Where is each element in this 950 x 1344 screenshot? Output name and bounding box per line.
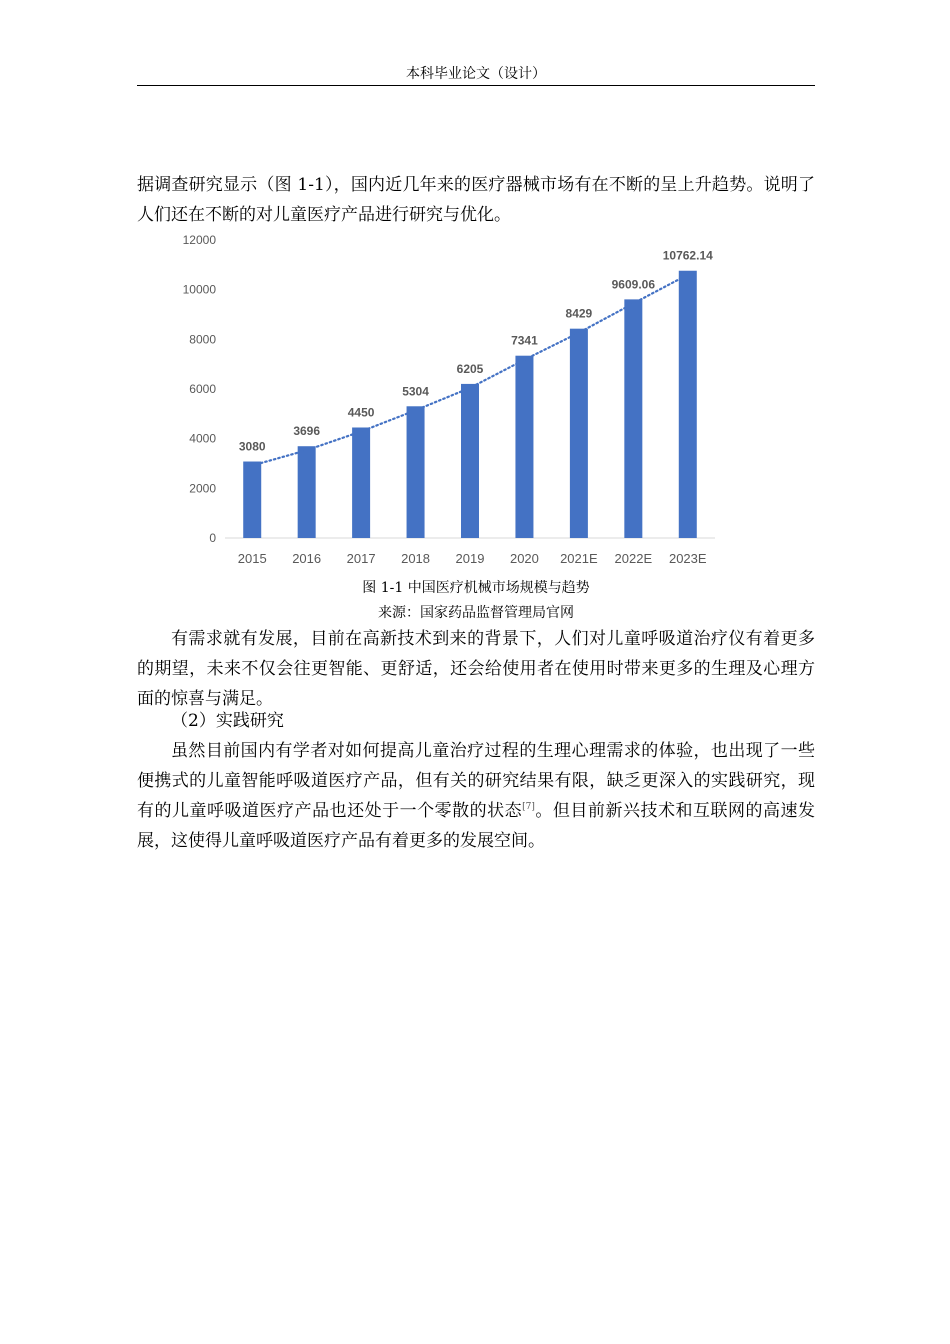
paragraph-practice-text: 虽然目前国内有学者对如何提高儿童治疗过程的生理心理需求的体验，也出现了一些便携式的儿童智能呼吸道医疗产品，但有关的研究结果有限，缺乏更深入的实践研究，现有的儿童呼吸道医疗产品也还处于一个零散的状态 — [137, 741, 815, 821]
y-axis-ticks — [183, 233, 217, 545]
data-label: 9609.06 — [611, 277, 656, 292]
x-tick-label: 2022E — [614, 551, 653, 566]
data-label: 4450 — [347, 405, 375, 420]
x-tick-label: 2023E — [668, 551, 707, 566]
x-tick-label: 2021E — [560, 551, 598, 566]
bar — [407, 406, 425, 538]
page-header: 本科毕业论文（设计） — [406, 66, 546, 82]
bars — [243, 271, 697, 538]
y-tick-label: 2000 — [189, 481, 216, 496]
data-label: 7341 — [511, 333, 538, 348]
bar — [515, 356, 533, 538]
data-label: 6205 — [456, 361, 484, 376]
y-tick-label: 4000 — [189, 431, 216, 446]
paragraph-practice — [137, 736, 815, 856]
citation-ref[interactable]: [7] — [522, 802, 535, 812]
bar — [352, 427, 370, 538]
bar — [570, 329, 588, 538]
x-tick-label: 2017 — [346, 551, 376, 566]
x-tick-label: 2018 — [401, 551, 431, 566]
section-heading: （2）实践研究 — [171, 711, 284, 731]
header-rule — [137, 85, 815, 86]
data-label: 3696 — [293, 424, 321, 439]
y-tick-label: 0 — [209, 531, 216, 545]
y-tick-label: 6000 — [189, 382, 216, 396]
bar — [298, 446, 316, 538]
x-tick-label: 2020 — [509, 551, 539, 566]
paragraph-practice-text-end: 。但目前新兴技术和互联网的高速发展，这使得儿童呼吸道医疗产品有着更多的发展空间。 — [137, 801, 816, 851]
data-label: 8429 — [565, 306, 593, 321]
x-tick-label: 2019 — [455, 551, 485, 566]
bar — [624, 299, 642, 538]
y-tick-label: 8000 — [189, 332, 216, 347]
x-tick-label: 2015 — [237, 551, 267, 566]
paragraph-demand: 有需求就有发展，目前在高新技术到来的背景下，人们对儿童呼吸道治疗仪有着更多的期望，未来不仅会往更智能、更舒适，还会给使用者在使用时带来更多的生理及心理方面的惊喜与满足。 — [137, 629, 815, 709]
figure-source: 来源：国家药品监督管理局官网 — [378, 605, 574, 621]
bar — [243, 462, 261, 538]
paragraph-intro: 据调查研究显示（图 1-1），国内近几年来的医疗器械市场有在不断的呈上升趋势。说明了人们还在不断的对儿童医疗产品进行研究与优化。 — [137, 175, 815, 225]
data-label: 10762.14 — [662, 248, 713, 263]
x-axis-ticks — [238, 551, 707, 566]
bar — [679, 271, 697, 538]
y-tick-label: 10000 — [182, 282, 216, 297]
bar — [461, 384, 479, 538]
y-tick-label: 12000 — [182, 233, 216, 247]
market-size-bar-chart — [170, 228, 730, 576]
x-tick-label: 2016 — [292, 551, 322, 566]
data-label: 5304 — [402, 384, 429, 399]
figure-caption: 图 1-1 中国医疗机械市场规模与趋势 — [362, 580, 590, 596]
data-label: 3080 — [238, 439, 266, 454]
